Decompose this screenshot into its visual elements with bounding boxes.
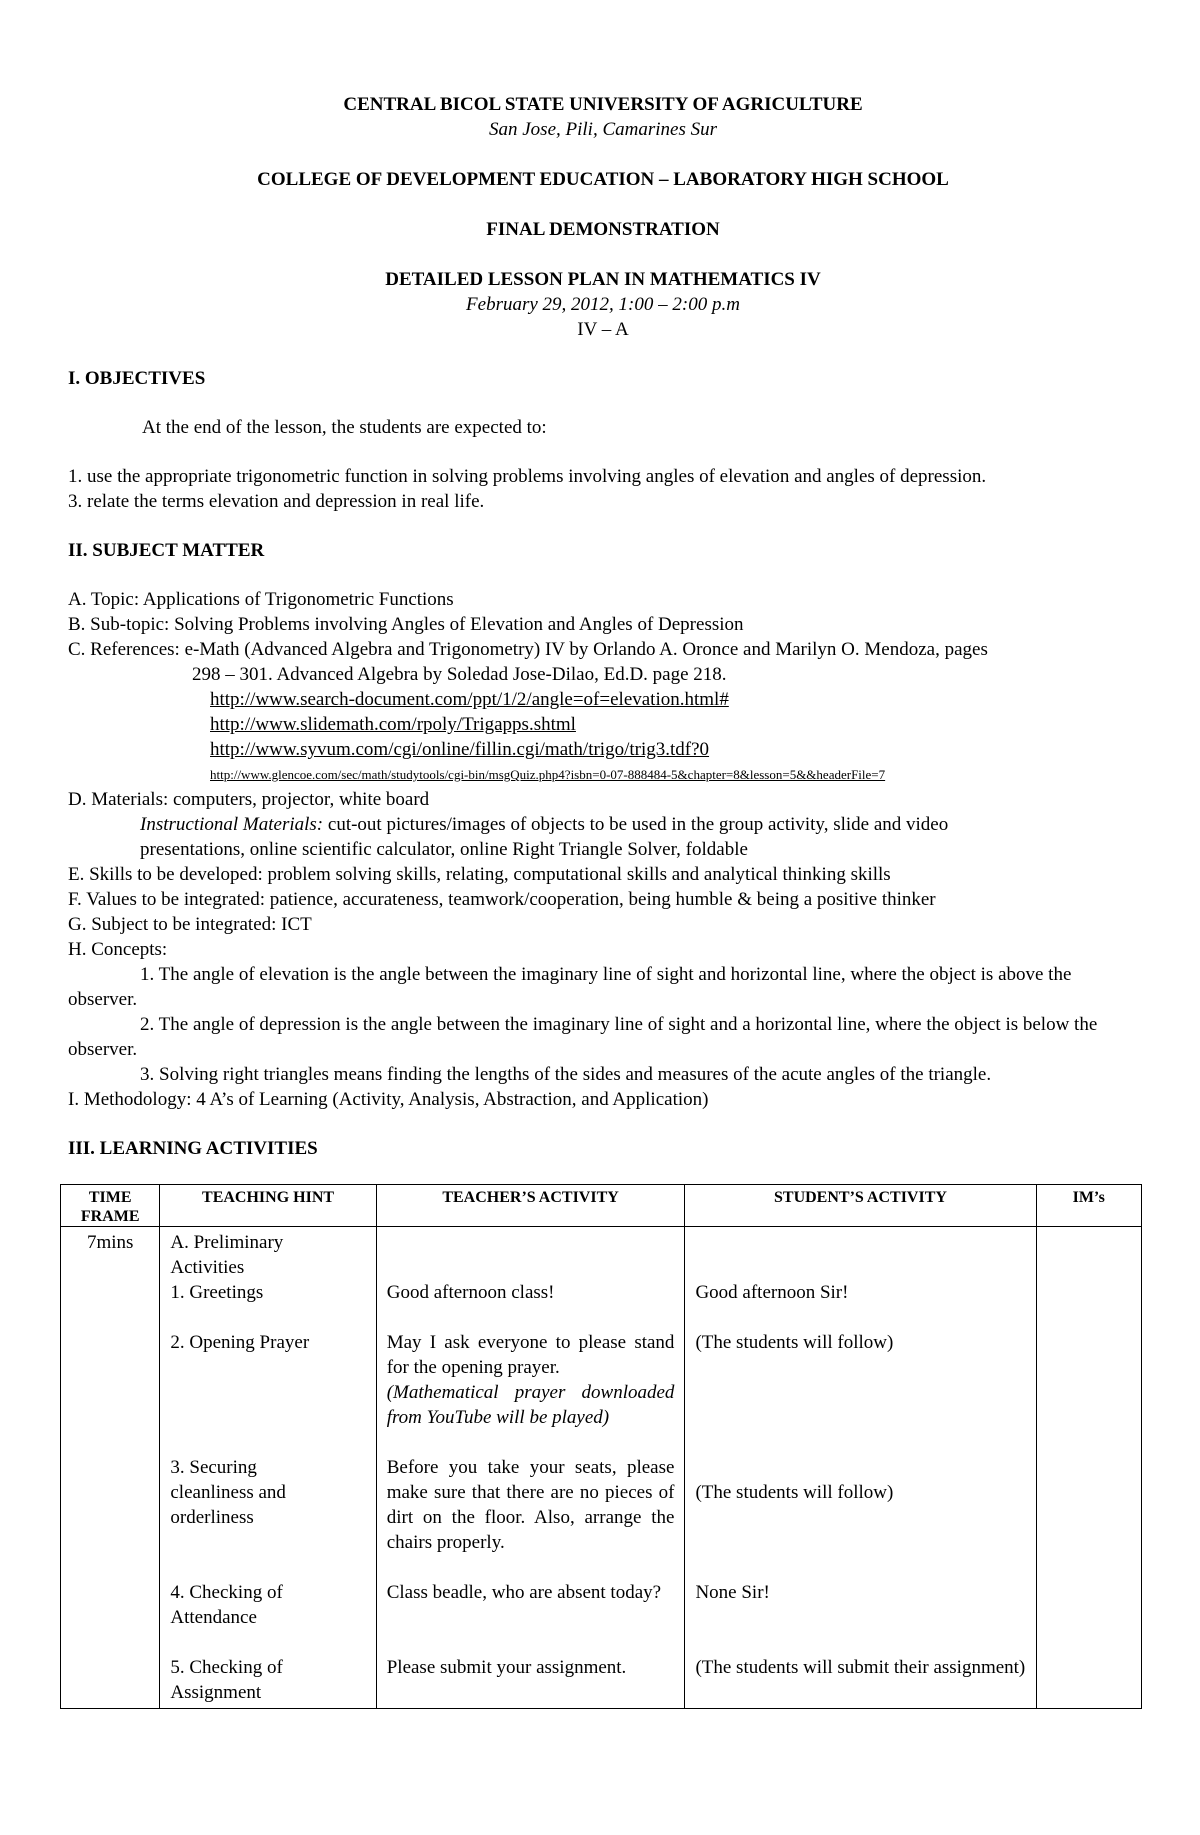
time-frame-cell: [61, 1227, 160, 1709]
table-row: [61, 1227, 1142, 1709]
student-text: (The students will submit their assignment): [695, 1657, 1026, 1678]
student-text: (The students will follow): [695, 1482, 894, 1503]
plan-date: February 29, 2012, 1:00 – 2:00 p.m: [466, 294, 740, 315]
skills: E. Skills to be developed: problem solving skills, relating, computational skills and analytical thinking skills: [68, 864, 891, 885]
student-activity-cell: [685, 1227, 1036, 1709]
teacher-text: Before you take your seats, please make sure that there are no pieces of dirt on the floor. Also, arrange the chairs properly.: [386, 1457, 675, 1553]
references-cont: 298 – 301. Advanced Algebra by Soledad Jose-Dilao, Ed.D. page 218.: [192, 664, 727, 685]
concept-item: 2. The angle of depression is the angle between the imaginary line of sight and a horizontal line, where the object is below the observer.: [68, 1014, 1098, 1060]
teacher-text: May I ask everyone to please stand for the opening prayer.: [386, 1332, 675, 1378]
objective-item: 3. relate the terms elevation and depression in real life.: [68, 491, 485, 512]
lesson-plan-page: [68, 92, 1138, 1161]
university-name: CENTRAL BICOL STATE UNIVERSITY OF AGRICULTURE: [343, 94, 863, 115]
teacher-text: Please submit your assignment.: [386, 1657, 627, 1678]
demo-title: FINAL DEMONSTRATION: [486, 219, 720, 240]
plan-section: IV – A: [577, 319, 629, 340]
hint-item: 2. Opening Prayer: [170, 1332, 310, 1353]
student-text: (The students will follow): [695, 1332, 894, 1353]
column-header: TEACHING HINT: [160, 1185, 376, 1227]
column-header: TEACHER’S ACTIVITY: [376, 1185, 685, 1227]
time-frame: 7mins: [86, 1232, 134, 1253]
college-name: COLLEGE OF DEVELOPMENT EDUCATION – LABORATORY HIGH SCHOOL: [257, 169, 949, 190]
teacher-text: Class beadle, who are absent today?: [386, 1582, 662, 1603]
reference-link[interactable]: http://www.glencoe.com/sec/math/studytools/cgi-bin/msgQuiz.php4?isbn=0-07-888484-5&chapter=8&lesson=5&&headerFile=7: [210, 767, 886, 782]
hint-item: 4. Checking of Attendance: [170, 1582, 283, 1628]
concept-item: 3. Solving right triangles means finding the lengths of the sides and measures of the acute angles of the triangle.: [140, 1064, 992, 1085]
table-header-row: [61, 1185, 1142, 1227]
column-header: STUDENT’S ACTIVITY: [685, 1185, 1036, 1227]
reference-link[interactable]: http://www.search-document.com/ppt/1/2/angle=of=elevation.html#: [210, 689, 729, 710]
subject-matter-heading: II. SUBJECT MATTER: [68, 540, 265, 561]
im-text: cut-out pictures/images of objects to be used in the group activity, slide and video: [323, 814, 949, 835]
objective-item: 1. use the appropriate trigonometric function in solving problems involving angles of elevation and angles of depression.: [68, 466, 987, 487]
prelim-label: A. Preliminary Activities: [170, 1232, 284, 1278]
references: C. References: e-Math (Advanced Algebra and Trigonometry) IV by Orlando A. Oronce and Marilyn O. Mendoza, pages: [68, 639, 988, 660]
teaching-hint-cell: [160, 1227, 376, 1709]
reference-link[interactable]: http://www.syvum.com/cgi/online/fillin.cgi/math/trigo/trig3.tdf?0: [210, 739, 710, 760]
student-text: Good afternoon Sir!: [695, 1282, 849, 1303]
column-header: TIME FRAME: [61, 1185, 160, 1227]
subject-integrated: G. Subject to be integrated: ICT: [68, 914, 312, 935]
values: F. Values to be integrated: patience, accurateness, teamwork/cooperation, being humble & being a positive thinker: [68, 889, 936, 910]
im-label: Instructional Materials:: [140, 814, 324, 835]
teacher-text: Good afternoon class!: [386, 1282, 555, 1303]
teacher-activity-cell: [376, 1227, 685, 1709]
column-header: IM’s: [1036, 1185, 1142, 1227]
hint-item: 3. Securing cleanliness and orderliness: [170, 1457, 286, 1528]
methodology: I. Methodology: 4 A’s of Learning (Activity, Analysis, Abstraction, and Application): [68, 1089, 709, 1110]
learning-activities-heading: III. LEARNING ACTIVITIES: [68, 1138, 318, 1159]
ims-cell: [1036, 1227, 1142, 1709]
subtopic: B. Sub-topic: Solving Problems involving Angles of Elevation and Angles of Depression: [68, 614, 744, 635]
concepts-heading: H. Concepts:: [68, 939, 168, 960]
student-text: None Sir!: [695, 1582, 770, 1603]
hint-item: 1. Greetings: [170, 1282, 264, 1303]
university-address: San Jose, Pili, Camarines Sur: [489, 119, 717, 140]
concept-item: 1. The angle of elevation is the angle between the imaginary line of sight and horizontal line, where the object is above the observer.: [68, 964, 1072, 1010]
materials: D. Materials: computers, projector, white board: [68, 789, 430, 810]
plan-title: DETAILED LESSON PLAN IN MATHEMATICS IV: [385, 269, 821, 290]
teacher-note: (Mathematical prayer downloaded from YouTube will be played): [386, 1382, 675, 1428]
learning-activities-table: [60, 1184, 1142, 1709]
topic: A. Topic: Applications of Trigonometric Functions: [68, 589, 454, 610]
objectives-intro: At the end of the lesson, the students are expected to:: [142, 417, 547, 438]
im-text-cont: presentations, online scientific calculator, online Right Triangle Solver, foldable: [140, 839, 748, 860]
objectives-heading: I. OBJECTIVES: [68, 368, 206, 389]
reference-link[interactable]: http://www.slidemath.com/rpoly/Trigapps.shtml: [210, 714, 576, 735]
hint-item: 5. Checking of Assignment: [170, 1657, 283, 1703]
